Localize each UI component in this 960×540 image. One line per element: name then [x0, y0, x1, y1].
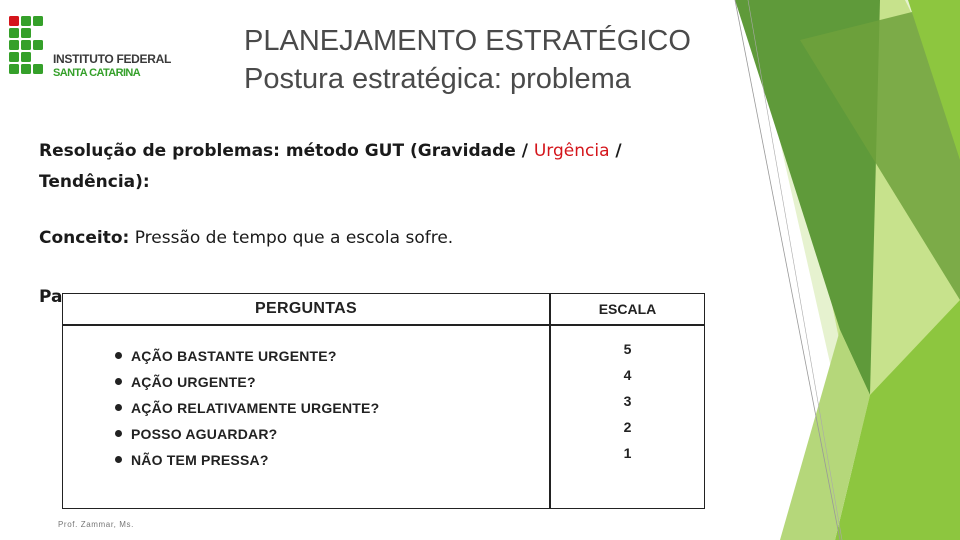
footer-author: Prof. Zammar, Ms. [58, 520, 134, 529]
logo-text [53, 52, 172, 88]
question-text: AÇÃO URGENTE? [131, 374, 256, 390]
bullet-icon [115, 404, 122, 411]
question-text: AÇÃO BASTANTE URGENTE? [131, 348, 337, 364]
header-divider [63, 324, 704, 326]
question-text: AÇÃO RELATIVAMENTE URGENTE? [131, 400, 380, 416]
slide-title [244, 22, 744, 98]
method-heading-text: Resolução de problemas: método GUT (Gravidade / [39, 141, 534, 161]
scale-value: 1 [623, 445, 632, 461]
scale-value: 5 [623, 341, 632, 357]
list-item [115, 421, 379, 447]
list-item [115, 395, 379, 421]
scale-value: 4 [623, 367, 632, 383]
questions-list [115, 343, 379, 473]
title-line-1: PLANEJAMENTO ESTRATÉGICO [244, 25, 691, 57]
partially-hidden-text: Pa [39, 287, 63, 307]
logo-line-2: SANTA CATARINA [53, 67, 141, 79]
list-item [115, 343, 379, 369]
bullet-icon [115, 378, 122, 385]
institute-logo [9, 16, 172, 86]
concept-line [39, 228, 453, 248]
list-item [115, 447, 379, 473]
scale-list [551, 336, 704, 466]
logo-line-1: INSTITUTO FEDERAL [53, 52, 172, 66]
title-line-2: Postura estratégica: problema [244, 63, 631, 95]
concept-label: Conceito: [39, 228, 130, 248]
header-questions: PERGUNTAS [255, 300, 357, 317]
bullet-icon [115, 352, 122, 359]
question-text: NÃO TEM PRESSA? [131, 452, 269, 468]
bullet-icon [115, 430, 122, 437]
method-heading-line-2: Tendência): [39, 172, 150, 192]
question-text: POSSO AGUARDAR? [131, 426, 278, 442]
list-item [115, 369, 379, 395]
gut-urgency-table [62, 293, 705, 509]
method-heading-slash: / [609, 141, 622, 161]
scale-value: 2 [623, 419, 632, 435]
urgency-highlight: Urgência [533, 141, 610, 161]
concept-text: Pressão de tempo que a escola sofre. [129, 228, 454, 248]
header-scale: ESCALA [598, 301, 657, 317]
method-heading-line-1 [39, 141, 622, 161]
bullet-icon [115, 456, 122, 463]
logo-grid-icon [9, 16, 45, 82]
scale-value: 3 [623, 393, 632, 409]
